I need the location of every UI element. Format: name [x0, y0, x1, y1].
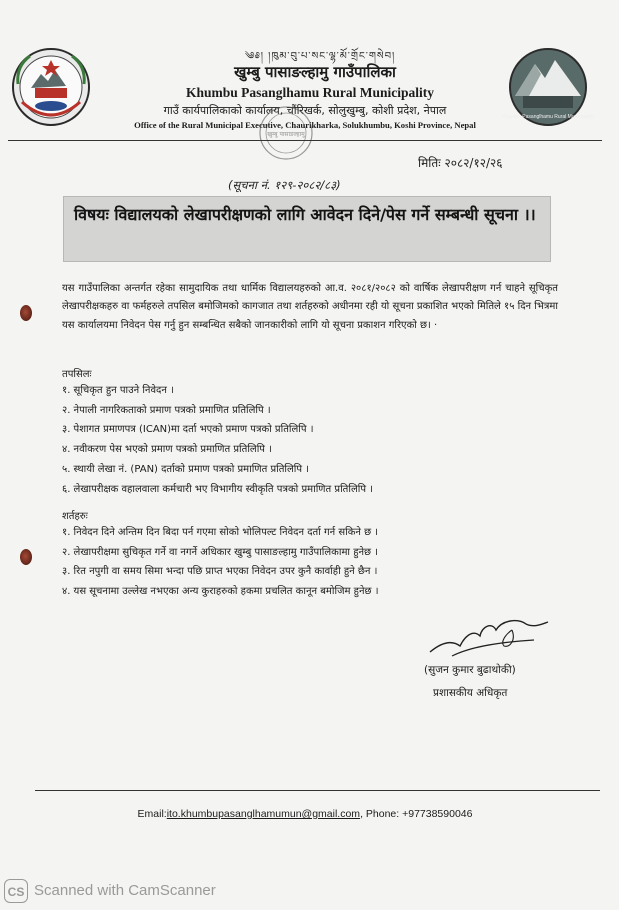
punch-hole-upper: [20, 305, 32, 321]
notice-paragraph: यस गाउँपालिका अन्तर्गत रहेका सामुदायिक तथा धार्मिक विद्यालयहरुको आ.व. २०८१/२०८२ को वार्षिक लेखापरीक्षण गर्न चाहने सूचिकृत लेखापरीक्षकहरु वा फर्महरुले तपसिल बमोजिमको कागजात तथा शर्तहरुको अधीनमा रही यो सूचना प्रकाशित भएको मितिले १५ दिन भित्रमा यस कार्यालयमा निवेदन पेस गर्नु हुन सम्बन्धित सबैको जानकारीको लागि यो सूचना प्रकाशन गरिएको छ। ·: [62, 283, 558, 331]
document-item: ५. स्थायी लेखा नं. (PAN) दर्ताको प्रमाण पत्रको प्रमाणित प्रतिलिपि ।: [62, 463, 310, 475]
header-divider: [8, 140, 602, 141]
document-item: ३. पेशागत प्रमाणपत्र (ICAN)मा दर्ता भएको प्रमाण पत्रको प्रतिलिपि ।: [62, 424, 314, 436]
handwritten-signature: [422, 612, 552, 664]
municipality-title-nepali: खुम्बु पासाङल्हामु गाउँपालिका: [234, 63, 396, 81]
documents-heading: तपसिलः: [62, 369, 92, 380]
municipality-emblem-logo: [8, 44, 94, 130]
punch-hole-lower: [20, 549, 32, 565]
condition-item: ३. रित नपुगी वा समय सिमा भन्दा पछि प्राप्त भएका निवेदन उपर कुनै कार्वाही हुने छैन ।: [62, 566, 378, 578]
office-address-nepali: गाउँ कार्यपालिकाको कार्यालय, चौंरिखर्क, सोलुखुम्बु, कोशी प्रदेश, नेपाल: [163, 104, 447, 117]
tibetan-title: ༄༅། །ཁུམ་བུ་པ་སང་ལྷ་མོ་གྲོང་གསེབ།: [244, 51, 396, 62]
notice-date: मितिः २०८२/१२/२६: [418, 156, 503, 170]
email-link[interactable]: ito.khumbupasanglhamumun@gmail.com: [166, 808, 361, 820]
document-item: ६. लेखापरीक्षक वहालवाला कर्मचारी भए विभागीय स्वीकृति पत्रको प्रमाणित प्रतिलिपि ।: [62, 483, 373, 495]
notice-number: (सूचना नं. १२९-२०८२/८३): [228, 178, 341, 192]
mountain-logo: [502, 44, 594, 130]
condition-item: ४. यस सूचनामा उल्लेख नभएका अन्य कुराहरुको हकमा प्रचलित कानून बमोजिम हुनेछ ।: [62, 586, 379, 598]
svg-text:खुम्बु पासाङल्हामु: खुम्बु पासाङल्हामु: [267, 131, 305, 138]
condition-item: २. लेखापरीक्षमा सुचिकृत गर्ने वा नगर्ने अधिकार खुम्बु पासाङल्हामु गाउँपालिकामा हुनेछ ।: [62, 546, 379, 558]
contact-footer: [60, 808, 550, 820]
documents-list: [62, 381, 562, 499]
document-item: ४. नवीकरण पेस भएको प्रमाण पत्रको प्रमाणित प्रतिलिपि ।: [62, 444, 272, 456]
document-item: २. नेपाली नागरिकताको प्रमाण पत्रको प्रमाणित प्रतिलिपि ।: [62, 404, 271, 416]
conditions-heading: शर्तहरुः: [62, 511, 88, 522]
email-label: Email:: [137, 808, 167, 820]
municipality-title-english: Khumbu Pasanglhamu Rural Municipality: [186, 85, 434, 100]
subject-text: विषयः विद्यालयको लेखापरीक्षणको लागि आवेदन दिने/पेस गर्ने सम्बन्धी सूचना ।।: [74, 205, 536, 224]
camscanner-watermark: Scanned with CamScanner: [34, 882, 216, 899]
office-stamp: [246, 104, 326, 162]
document-item: १. सूचिकृत हुन पाउने निवेदन ।: [62, 385, 174, 396]
footer-divider: [35, 790, 600, 791]
camscanner-logo-icon: CS: [4, 879, 28, 903]
phone-text: , Phone: +97738590046: [360, 808, 473, 820]
office-address-english: Office of the Rural Municipal Executive, Chaurikharka, Solukhumbu, Koshi Province, Nepal: [134, 120, 476, 130]
svg-text:Khumbu Pasanglhamu Rural Munic: Khumbu Pasanglhamu Rural Municipality: [502, 114, 594, 120]
signatory-title: प्रशासकीय अधिकृत: [433, 687, 508, 699]
condition-item: १. निवेदन दिने अन्तिम दिन बिदा पर्न गएमा सोको भोलिपल्ट निवेदन दर्ता गर्न सकिने छ ।: [62, 527, 379, 538]
subject-box: [63, 196, 551, 262]
conditions-list: [62, 523, 562, 602]
signatory-name: (सुजन कुमार बुढाथोकी): [424, 664, 516, 676]
